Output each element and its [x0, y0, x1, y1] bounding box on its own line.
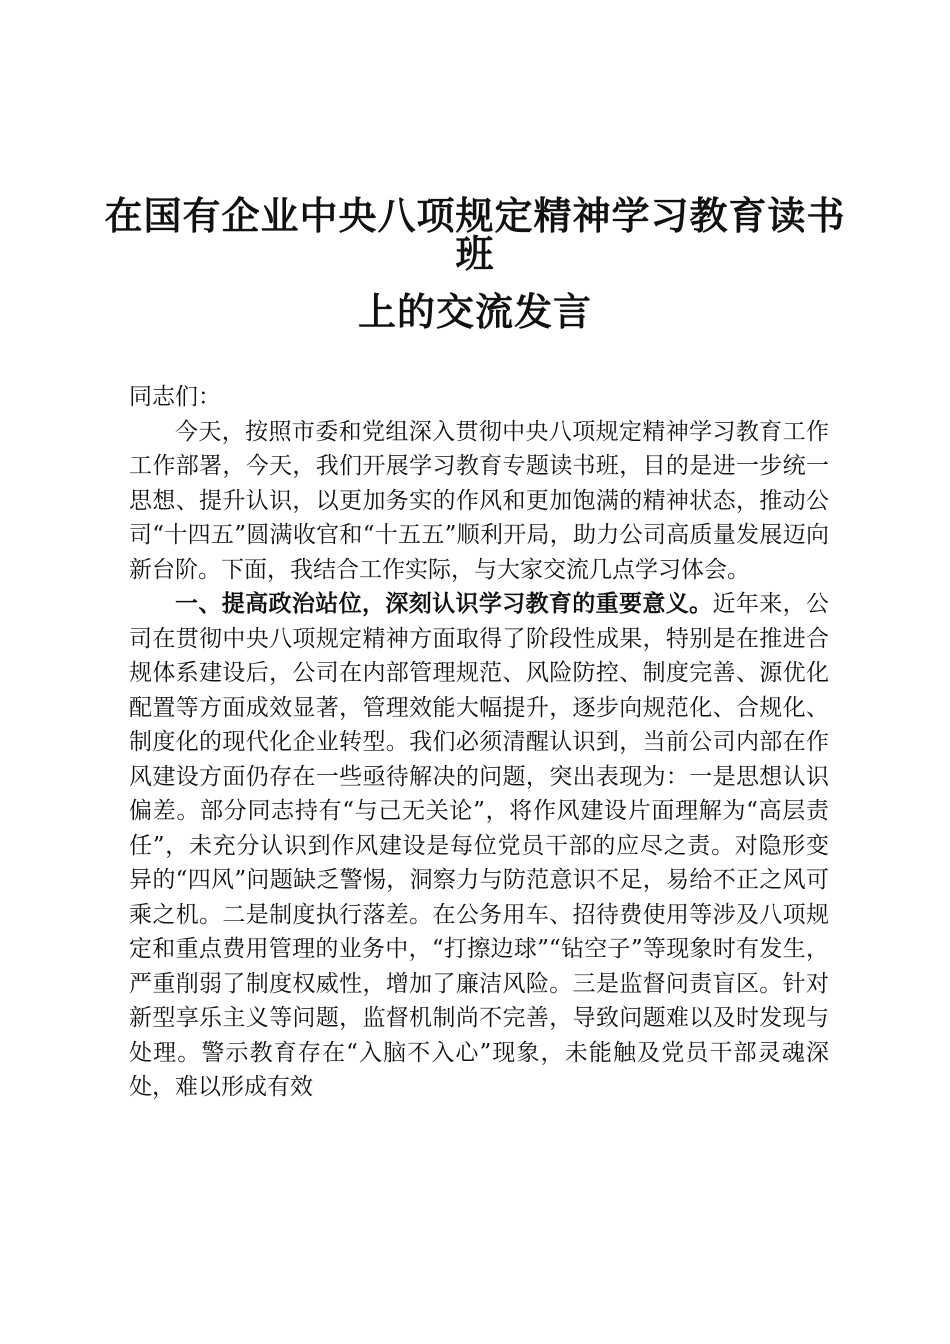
salutation: 同志们： [129, 384, 221, 410]
document-title-line-1: 在国有企业中央八项规定精神学习教育读书班 [104, 193, 846, 276]
paragraph-section-1 [129, 587, 829, 1105]
document-body [129, 380, 829, 1105]
paragraph-intro [129, 415, 829, 588]
section-1-text: 近年来，公司在贯彻中央八项规定精神方面取得了阶段性成果，特别是在推进合规体系建设后，公司在内部管理规范、风险防控、制度完善、源优化配置等方面成效显著，管理效能大幅提升，逐步向规范化、合规化、制度化的现代化企业转型。我们必须清醒认识到，当前公司内部在作风建设方面仍存在一些亟待解决的问题，突出表现为：一是思想认识偏差。部分同志持有“与己无关论”，将作风建设片面理解为“高层责任”，未充分认识到作风建设是每位党员干部的应尽之责。对隐形变异的“四风”问题缺乏警惕，洞察力与防范意识不足，易给不正之风可乘之机。二是制度执行落差。在公务用车、招待费使用等涉及八项规定和重点费用管理的业务中，“打擦边球”“钻空子”等现象时有发生，严重削弱了制度权威性，增加了廉洁风险。三是监督问责盲区。针对新型享乐主义等问题，监督机制尚不完善，导致问题难以及时发现与处理。警示教育存在“入脑不入心”现象，未能触及党员干部灵魂深处，难以形成有效 [129, 591, 830, 1100]
paragraph-intro-text: 今天，按照市委和党组深入贯彻中央八项规定精神学习教育工作工作部署，今天，我们开展学习教育专题读书班，目的是进一步统一思想、提升认识，以更加务实的作风和更加饱满的精神状态，推动公司“十四五”圆满收官和“十五五”顺利开局，助力公司高质量发展迈向新台阶。下面，我结合工作实际，与大家交流几点学习体会。 [129, 418, 829, 583]
document-title-line-2: 上的交流发言 [357, 289, 592, 334]
section-1-heading: 一、提高政治站位，深刻认识学习教育的重要意义。 [175, 591, 713, 617]
